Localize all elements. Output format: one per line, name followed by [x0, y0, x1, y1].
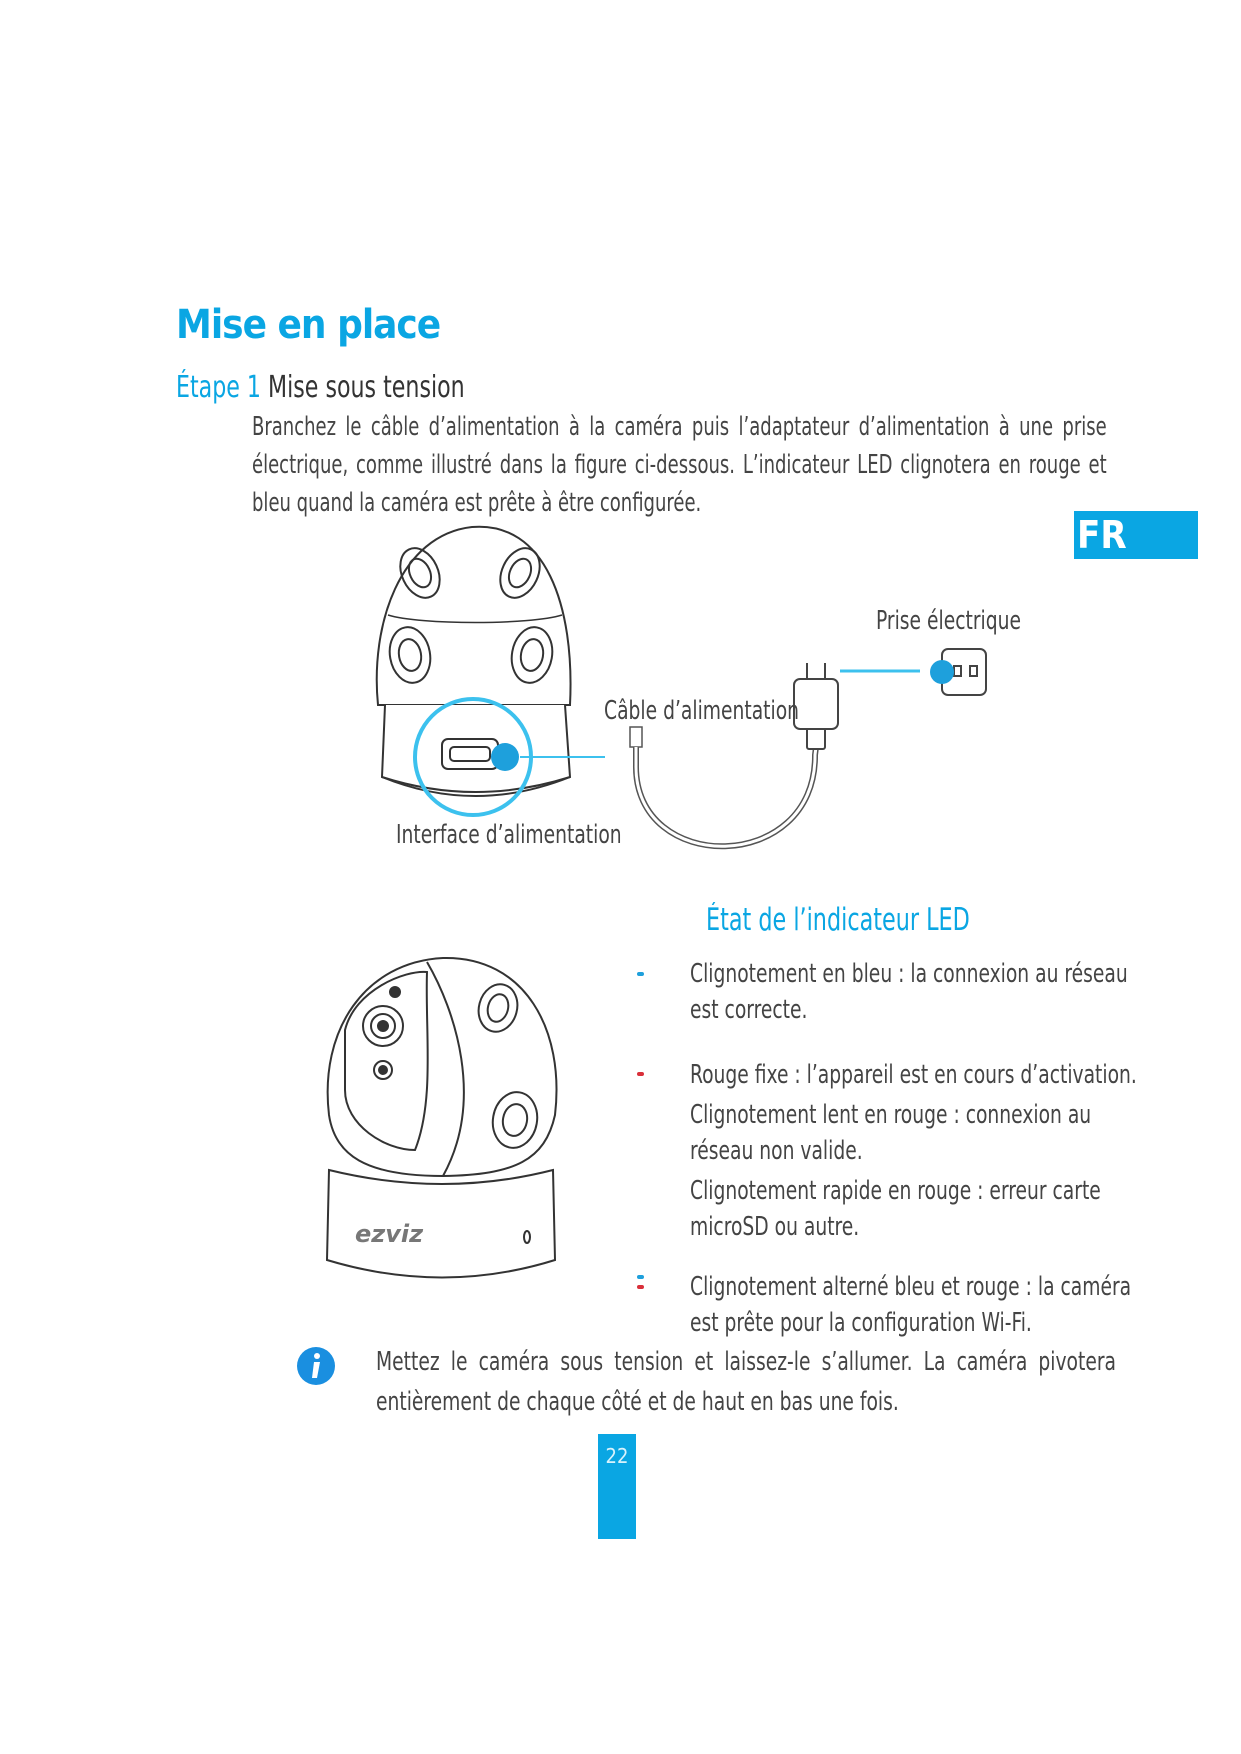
led-item-alternate: Clignotement alterné bleu et rouge : la caméra est prête pour la configuration Wi-Fi. [690, 1272, 1132, 1338]
camera-side-illustration [377, 527, 571, 796]
note-paragraph: Mettez le caméra sous tension et laissez-le s’allumer. La caméra pivotera entièrement de chaque côté et de haut en bas une fois. [376, 1347, 1116, 1417]
led-red-dot [637, 1072, 644, 1076]
power-cable [630, 727, 816, 846]
step-number: Étape 1 [176, 370, 261, 405]
page-number: 22 [598, 1434, 636, 1539]
power-port-marker [491, 743, 519, 771]
camera-front-illustration [315, 950, 565, 1290]
step-title: Mise sous tension [268, 370, 465, 405]
socket-label: Prise électrique [876, 606, 1022, 636]
led-item-blink-blue: Clignotement en bleu : la connexion au réseau est correcte. [690, 959, 1128, 1025]
power-adapter [794, 663, 838, 749]
info-icon [296, 1346, 336, 1386]
led-item-fast-red: Clignotement rapide en rouge : erreur carte microSD ou autre. [690, 1176, 1101, 1242]
led-section-title: État de l’indicateur LED [706, 902, 970, 938]
cable-label: Câble d’alimentation [604, 696, 800, 726]
intro-paragraph: Branchez le câble d’alimentation à la caméra puis l’adaptateur d’alimentation à une prise électrique, comme illustré dans la figure ci-dessous. L’indicateur LED clignotera en rouge et bleu quand la caméra est prête à être configurée. [252, 412, 1107, 518]
socket-marker [930, 660, 954, 684]
led-alternate-dot-red [637, 1285, 644, 1289]
page-title: Mise en place [176, 302, 441, 348]
language-tab: FR [1074, 511, 1198, 559]
led-blue-dot [637, 972, 644, 976]
led-alternate-dot-blue [637, 1275, 644, 1279]
step-heading [176, 370, 465, 405]
led-item-solid-red: Rouge fixe : l’appareil est en cours d’activation. [690, 1060, 1137, 1090]
led-item-slow-red: Clignotement lent en rouge : connexion au réseau non valide. [690, 1100, 1092, 1166]
interface-label: Interface d’alimentation [396, 820, 622, 850]
camera-brand-logo: ezviz [355, 1220, 424, 1248]
